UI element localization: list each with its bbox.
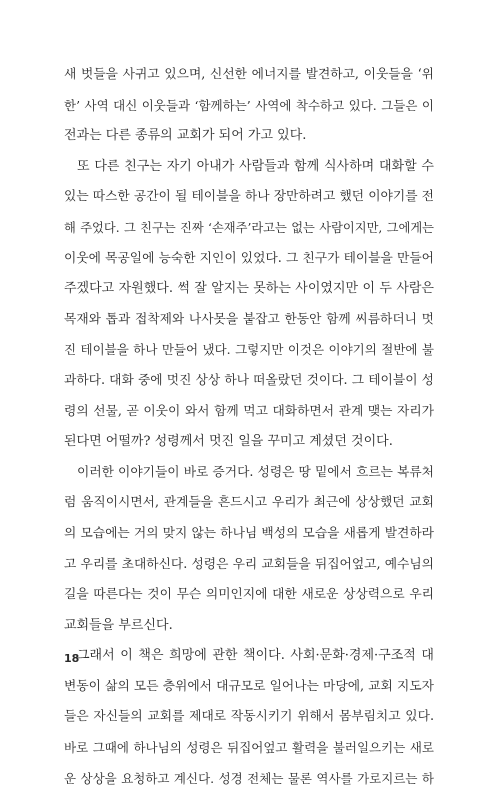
text-line: 해 주었다. 그 친구는 진짜 ‘손재주’라고는 없는 사람이지만, 그에게는 bbox=[64, 220, 434, 235]
paragraph bbox=[64, 152, 434, 458]
text-line: 새 벗들을 사귀고 있으며, 신선한 에너지를 발견하고, 이웃들을 ‘위 bbox=[64, 67, 434, 82]
text-line: 과하다. 대화 중에 멋진 상상 하나 떠올랐던 것이다. 그 테이블이 성 bbox=[64, 372, 434, 388]
text-line: 된다면 어떨까? 성령께서 멋진 일을 꾸미고 계셨던 것이다. bbox=[64, 434, 393, 450]
text-line: 바로 그때에 하나님의 성령은 뒤집어엎고 활력을 불러일으키는 새로 bbox=[64, 740, 434, 756]
paragraph bbox=[64, 458, 434, 642]
body-text bbox=[64, 60, 434, 794]
text-line: 있는 따스한 공간이 될 테이블을 하나 장만하려고 했던 이야기를 전 bbox=[64, 189, 434, 205]
text-line: 길을 따른다는 것이 무슨 의미인지에 대한 새로운 상상력으로 우리 bbox=[64, 587, 434, 603]
paragraph bbox=[64, 641, 434, 794]
text-line: 그래서 이 책은 희망에 관한 책이다. 사회·문화·경제·구조적 대 bbox=[77, 648, 434, 664]
text-line: 주겠다고 자원했다. 썩 잘 알지는 못하는 사이였지만 이 두 사람은 bbox=[64, 281, 434, 297]
text-line: 한’ 사역 대신 이웃들과 ‘함께하는’ 사역에 착수하고 있다. 그들은 이 bbox=[64, 97, 434, 113]
text-line: 고 우리를 초대하신다. 성령은 우리 교회들을 뒤집어엎고, 예수님의 bbox=[64, 556, 434, 572]
text-line: 또 다른 친구는 자기 아내가 사람들과 함께 식사하며 대화할 수 bbox=[77, 158, 434, 174]
text-line: 이웃에 목공일에 능숙한 지인이 있었다. 그 친구가 테이블을 만들어 bbox=[64, 250, 434, 266]
text-line: 전과는 다른 종류의 교회가 되어 가고 있다. bbox=[64, 128, 307, 144]
text-line: 이러한 이야기들이 바로 증거다. 성령은 땅 밑에서 흐르는 복류처 bbox=[77, 464, 434, 480]
text-line: 목재와 톱과 접착제와 나사못을 붙잡고 한동안 함께 씨름하더니 멋 bbox=[64, 311, 434, 327]
paragraph bbox=[64, 60, 434, 152]
text-line: 들은 자신들의 교회를 제대로 작동시키기 위해서 몸부림치고 있다. bbox=[64, 709, 434, 725]
text-line: 령의 선물, 곧 이웃이 와서 함께 먹고 대화하면서 관계 맺는 자리가 bbox=[64, 403, 434, 419]
text-line: 럼 움직이시면서, 관계들을 흔드시고 우리가 최근에 상상했던 교회 bbox=[64, 495, 434, 511]
text-line: 의 모습에는 거의 맞지 않는 하나님 백성의 모습을 새롭게 발견하라 bbox=[64, 525, 434, 541]
page-number: 18 bbox=[64, 652, 80, 665]
text-line: 진 테이블을 하나 만들어 냈다. 그렇지만 이것은 이야기의 절반에 불 bbox=[64, 342, 434, 358]
text-line: 운 상상을 요청하고 계신다. 성경 전체는 물론 역사를 가로지르는 하 bbox=[64, 770, 434, 786]
text-line: 교회들을 부르신다. bbox=[64, 617, 173, 633]
text-line: 변동이 삶의 모든 층위에서 대규모로 일어나는 마당에, 교회 지도자 bbox=[64, 678, 434, 694]
